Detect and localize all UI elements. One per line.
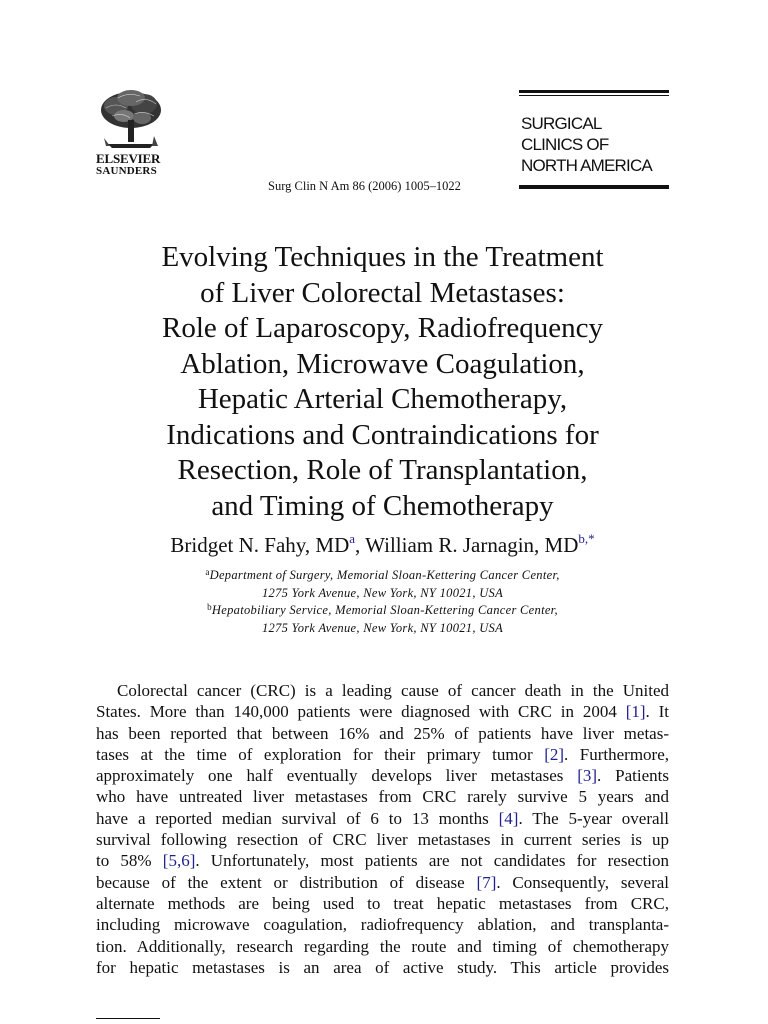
- body-text-line: [96, 829, 669, 850]
- body-text-line: [96, 893, 669, 914]
- affiliation-mark: a: [205, 567, 210, 577]
- body-text-segment: tases at the time of exploration for their primary tumor: [96, 744, 545, 764]
- affiliation-line: [96, 567, 669, 585]
- title-line: Hepatic Arterial Chemotherapy,: [197, 383, 568, 415]
- body-text-segment: . Furthermore,: [564, 744, 669, 764]
- body-text-segment: . The 5-year overall: [518, 808, 669, 828]
- affiliation-address: 1275 York Avenue, New York, NY 10021, USA: [261, 585, 504, 600]
- body-text-segment: approximately one half eventually develops liver metastases: [96, 766, 578, 786]
- publisher-imprint: SAUNDERS: [96, 165, 157, 177]
- body-text-line: [96, 765, 669, 786]
- publisher-name: ELSEVIER: [96, 151, 161, 166]
- author-name: William R. Jarnagin, MD: [365, 533, 579, 557]
- body-text-line: [96, 872, 669, 893]
- citation-link[interactable]: [7]: [476, 872, 497, 892]
- affiliation-line: [96, 602, 669, 620]
- title-line: of Liver Colorectal Metastases:: [200, 276, 565, 309]
- author-list: [96, 533, 669, 558]
- body-text-segment: . It: [645, 702, 670, 722]
- body-text-line: [96, 808, 669, 829]
- body-text-line: [96, 957, 669, 978]
- article-body: [96, 680, 669, 978]
- citation-link[interactable]: [2]: [544, 744, 565, 764]
- author-name: Bridget N. Fahy, MD: [170, 533, 350, 557]
- journal-name-line: CLINICS OF: [521, 135, 609, 154]
- masthead-top-rule: [519, 90, 669, 93]
- citation-link[interactable]: [3]: [577, 766, 598, 786]
- journal-masthead: [519, 90, 669, 189]
- title-line: Evolving Techniques in the Treatment: [161, 241, 604, 273]
- body-text-segment: alternate methods are being used to treat hepatic metastases from CRC,: [96, 893, 669, 913]
- publisher-logo: [96, 88, 168, 177]
- body-text-line: [96, 786, 669, 807]
- affiliation-address: 1275 York Avenue, New York, NY 10021, USA: [261, 620, 504, 635]
- affiliation-text: Hepatobiliary Service, Memorial Sloan-Kettering Cancer Center,: [211, 603, 558, 617]
- body-text-segment: Colorectal cancer (CRC) is a leading cause of cancer death in the United: [117, 681, 669, 700]
- article-title: [96, 240, 669, 524]
- title-line: Role of Laparoscopy, Radiofrequency: [161, 312, 604, 344]
- body-text-line: [96, 936, 669, 957]
- body-text-line: [96, 680, 669, 701]
- journal-citation: Surg Clin N Am 86 (2006) 1005–1022: [268, 179, 461, 193]
- citation-link[interactable]: [4]: [498, 808, 519, 828]
- body-text-line: [96, 914, 669, 935]
- body-text-segment: for hepatic metastases is an area of active study. This article provides: [96, 957, 669, 977]
- body-text-segment: . Patients: [597, 766, 669, 786]
- body-text-segment: to 58%: [96, 851, 163, 871]
- affiliation-link[interactable]: a: [349, 531, 356, 546]
- affiliation-mark: b: [207, 602, 212, 612]
- title-line: Resection, Role of Transplantation,: [177, 454, 588, 486]
- body-text-segment: have a reported median survival of 6 to 13 months: [96, 808, 499, 828]
- body-text-segment: has been reported that between 16% and 25% of patients have liver metas-: [96, 723, 669, 743]
- journal-name: [519, 96, 669, 183]
- body-text-segment: who have untreated liver metastases from CRC rarely survive 5 years and: [96, 787, 669, 807]
- title-line: and Timing of Chemotherapy: [211, 489, 554, 522]
- masthead-bottom-rule: [519, 186, 669, 189]
- body-text-line: [96, 850, 669, 871]
- journal-name-line: SURGICAL: [521, 114, 602, 133]
- affiliation-link[interactable]: b,*: [578, 531, 595, 546]
- body-text-segment: . Unfortunately, most patients are not candidates for resection: [195, 851, 670, 871]
- author-separator: ,: [355, 533, 366, 557]
- body-text-segment: States. More than 140,000 patients were diagnosed with CRC in 2004: [96, 702, 626, 722]
- citation-link[interactable]: [1]: [625, 702, 646, 722]
- footnote-rule: [96, 1018, 160, 1019]
- title-line: Indications and Contraindications for: [166, 418, 599, 451]
- body-text-segment: survival following resection of CRC liver metastases in current series is up: [96, 830, 669, 850]
- title-line: Ablation, Microwave Coagulation,: [180, 347, 585, 380]
- affiliation-text: Department of Surgery, Memorial Sloan-Kettering Cancer Center,: [209, 568, 560, 582]
- body-text-segment: because of the extent or distribution of disease: [96, 872, 477, 892]
- body-text-line: [96, 744, 669, 765]
- tree-logo-icon: [96, 88, 166, 150]
- body-text-segment: . Consequently, several: [496, 872, 669, 892]
- body-text-segment: tion. Additionally, research regarding the route and timing of chemotherapy: [96, 936, 669, 956]
- body-text-line: [96, 723, 669, 744]
- body-text-segment: including microwave coagulation, radiofrequency ablation, and transplanta-: [96, 915, 669, 935]
- journal-name-line: NORTH AMERICA: [521, 156, 652, 175]
- affiliations: [96, 567, 669, 637]
- body-text-line: [96, 701, 669, 722]
- citation-link[interactable]: [5,6]: [162, 851, 196, 871]
